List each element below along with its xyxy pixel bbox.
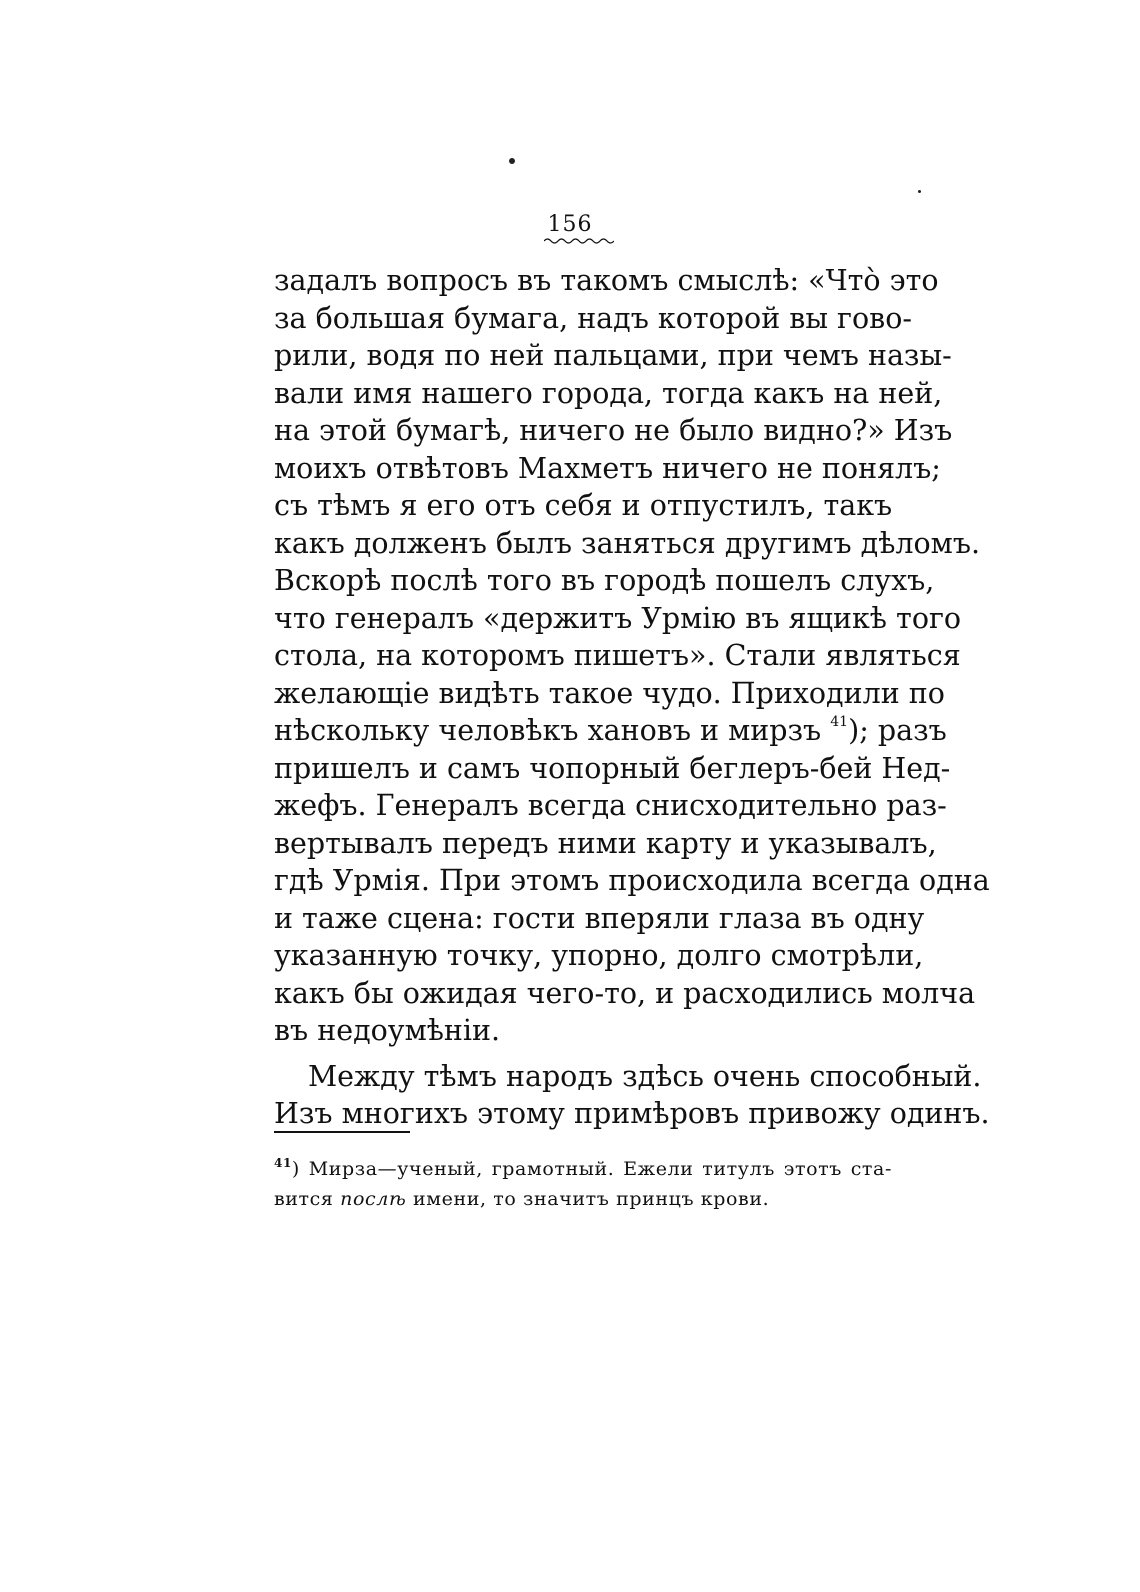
text-line: вертывалъ передъ ними карту и указывалъ, — [274, 826, 937, 860]
text-line: Между тѣмъ народъ здѣсь очень способный. — [308, 1059, 982, 1093]
text-line: моихъ отвѣтовъ Махметъ ничего не понялъ; — [274, 451, 941, 485]
footnote-line — [274, 1154, 892, 1184]
text-line: въ недоумѣніи. — [274, 1014, 501, 1047]
print-speck — [509, 158, 515, 164]
text-line: съ тѣмъ я его отъ себя и отпустилъ, такъ — [274, 489, 893, 522]
text-line: желающіе видѣть такое чудо. Приходили по — [274, 676, 945, 710]
body-text — [274, 262, 990, 1133]
text-line: задалъ вопросъ въ такомъ смыслѣ: «Что̀ это — [274, 264, 939, 297]
text-line: что генералъ «держитъ Урмію въ ящикѣ того — [274, 601, 962, 635]
text-line: вали имя нашего города, тогда какъ на ней, — [274, 376, 943, 410]
footnote — [274, 1154, 892, 1214]
text-line: на этой бумагѣ, ничего не было видно?» Изъ — [274, 414, 953, 447]
footnote-mark: 41 — [274, 1156, 292, 1170]
footnote-text: имени, то значитъ принцъ крови. — [412, 1188, 770, 1210]
paragraph-gap — [274, 1050, 892, 1058]
text-line: стола, на которомъ пишетъ». Стали являться — [274, 639, 961, 672]
text-line: пришелъ и самъ чопорный беглеръ-бей Нед- — [274, 751, 951, 785]
text-line-with-footnote-ref — [274, 712, 947, 750]
page-number: 156 — [547, 212, 593, 237]
text-line: какъ долженъ былъ заняться другимъ дѣломъ. — [274, 526, 981, 560]
text-line: какъ бы ожидая чего-то, и расходились молча — [274, 976, 976, 1010]
text-line: за большая бумага, надъ которой вы гово- — [274, 301, 912, 335]
text-line: указанную точку, упорно, долго смотрѣли, — [274, 939, 924, 972]
text-segment: нѣскольку человѣкъ хановъ и мирзъ — [274, 714, 822, 747]
footnote-italic-word: послѣ — [340, 1188, 407, 1210]
text-line: жефъ. Генералъ всегда снисходительно раз- — [274, 789, 947, 822]
footnote-reference: 41 — [830, 714, 849, 730]
text-line: гдѣ Урмія. При этомъ происходила всегда одна — [274, 864, 990, 897]
page-number-ornament — [544, 236, 614, 246]
text-line: Изъ многихъ этому примѣровъ привожу одинъ. — [274, 1097, 990, 1130]
text-line: и таже сцена: гости вперяли глаза въ одну — [274, 901, 925, 935]
text-line: Вскорѣ послѣ того въ городѣ пошелъ слухъ, — [274, 564, 935, 597]
footnote-separator — [274, 1131, 410, 1133]
text-line: рили, водя по ней пальцами, при чемъ назы- — [274, 339, 952, 372]
footnote-text: вится — [274, 1188, 334, 1210]
footnote-line — [274, 1184, 892, 1214]
text-segment: ); разъ — [848, 714, 947, 747]
footnote-text: ) Мирза—ученый, грамотный. Ежели титулъ этотъ ста- — [291, 1158, 892, 1180]
print-speck — [918, 190, 921, 193]
